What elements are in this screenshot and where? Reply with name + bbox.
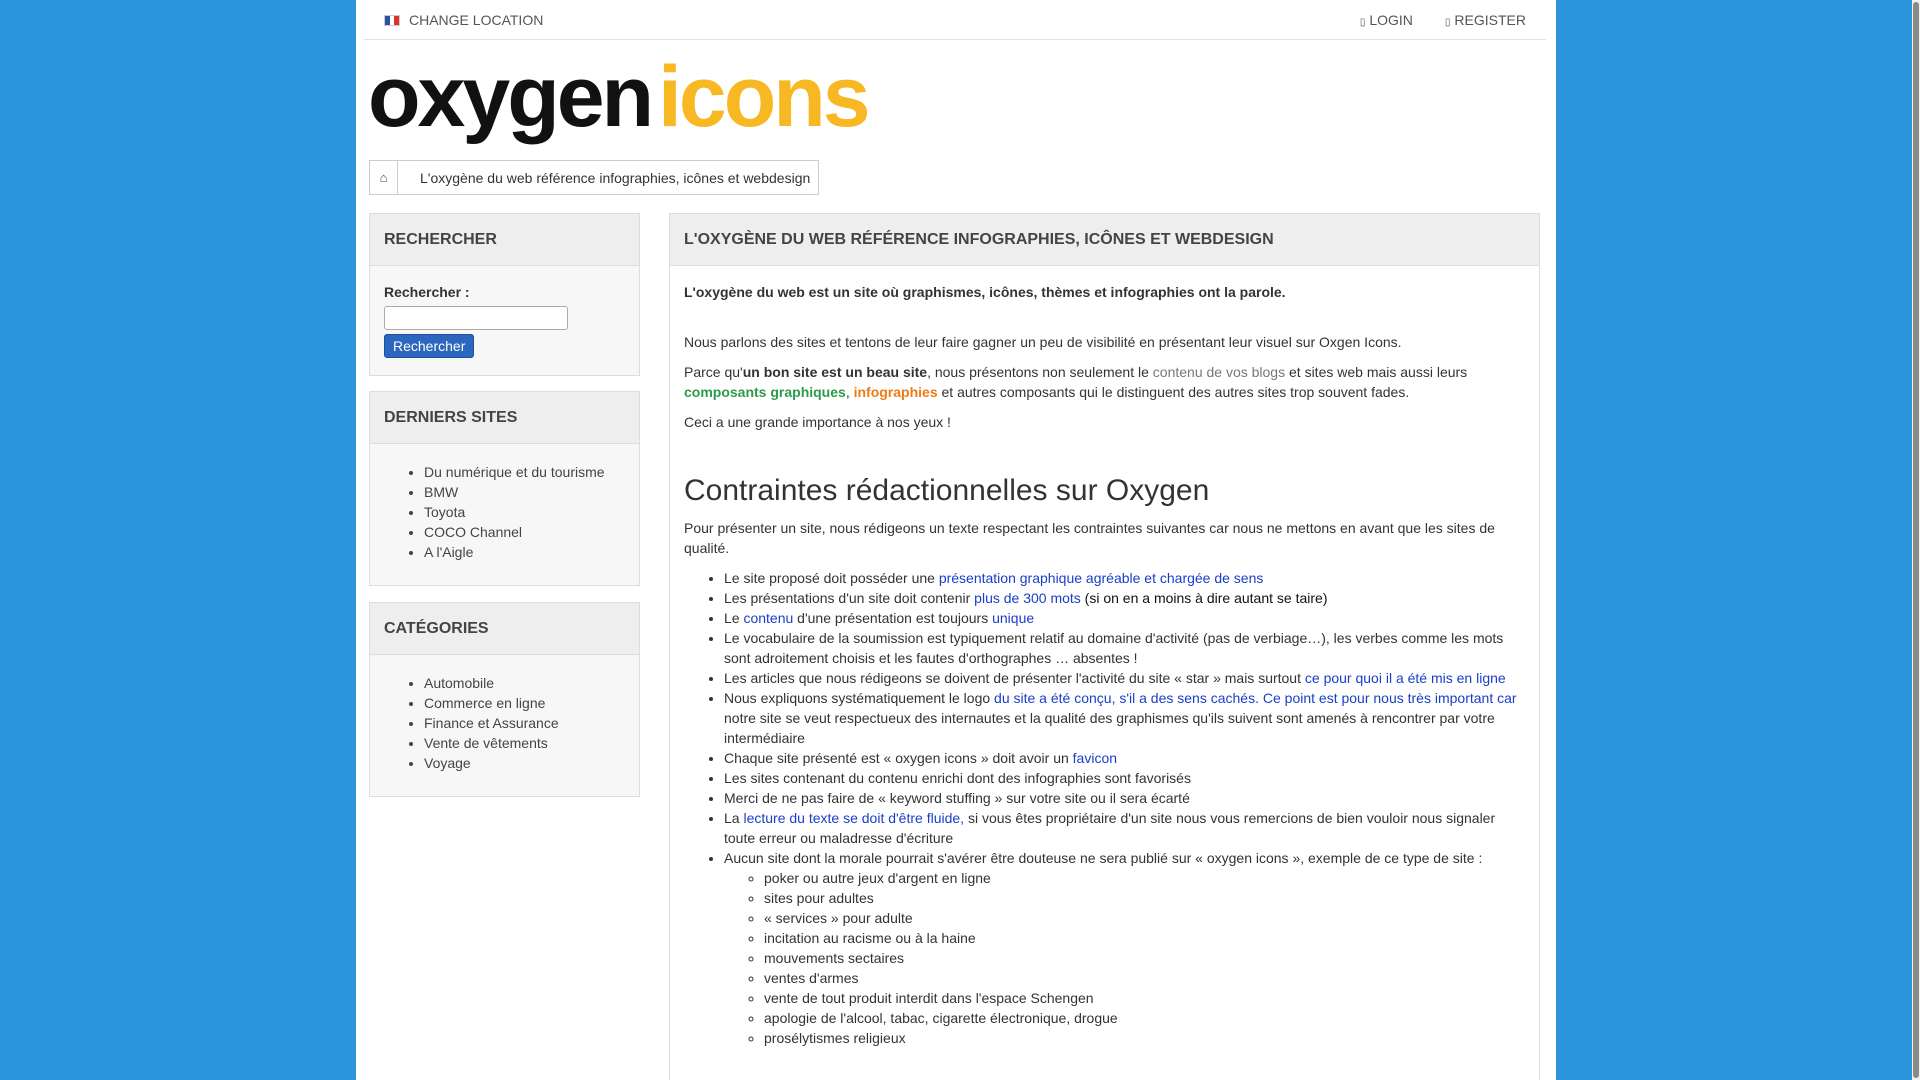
register-icon: ▯ [1444, 17, 1451, 28]
latest-site-item[interactable]: • BMW [424, 482, 625, 502]
search-input[interactable] [384, 306, 568, 330]
p2-bold: un bon site est un beau site [742, 364, 928, 380]
rule-text: Aucun site dont la morale pourrait s'avérer être douteuse ne sera publié sur « oxygen icons », exemple de ce type de site : [724, 850, 1483, 866]
forbidden-site-type: ◦ « services » pour adulte [764, 908, 1525, 928]
forbidden-site-type: ◦ apologie de l'alcool, tabac, cigarette électronique, drogue [764, 1008, 1525, 1028]
rule-link[interactable]: plus de 300 mots [974, 590, 1081, 606]
change-location-link[interactable] [384, 12, 543, 28]
rule-item: • Les sites contenant du contenu enrichi dont des infographies sont favorisés [724, 768, 1525, 788]
infographics-link[interactable]: infographies [853, 384, 938, 400]
main-title: L'OXYGÈNE DU WEB RÉFÉRENCE INFOGRAPHIES, ICÔNES ET WEBDESIGN [670, 214, 1539, 266]
paragraph-3: Ceci a une grande importance à nos yeux ! [684, 414, 951, 430]
rule-item [724, 568, 1525, 588]
latest-sites-panel [369, 391, 640, 586]
page [356, 0, 1556, 1080]
rule-item: • Le vocabulaire de la soumission est typiquement relatif au domaine d'activité (pas de verbiage…), les verbes comme les mots sont adroitement choisis et les fautes d'orthographes … absentes ! [724, 628, 1525, 668]
forbidden-site-type: ◦ poker ou autre jeux d'argent en ligne [764, 868, 1525, 888]
change-location-label: CHANGE LOCATION [409, 12, 544, 28]
search-label: Rechercher : [384, 284, 470, 300]
home-icon[interactable]: ⌂ [370, 161, 398, 194]
p2-text: et autres composants qui le distinguent des autres sites trop souvent fades. [937, 384, 1410, 400]
rule-text: Nous expliquons systématiquement le logo [724, 690, 995, 706]
category-item[interactable]: • Automobile [424, 673, 625, 693]
p2-text: Parce qu' [684, 364, 743, 380]
rule-text: Les articles que nous rédigeons se doivent de présenter l'activité du site « star » mais surtout [724, 670, 1305, 686]
forbidden-site-type: ◦ incitation au racisme ou à la haine [764, 928, 1525, 948]
rule-item [724, 668, 1525, 688]
scrollbar-thumb[interactable] [1913, 2, 1919, 1078]
rule-text: Le site proposé doit posséder une [724, 570, 939, 586]
category-item[interactable]: • Voyage [424, 753, 625, 773]
rule-text: La [724, 810, 744, 826]
latest-site-item[interactable]: • COCO Channel [424, 522, 625, 542]
rule-item [724, 688, 1525, 748]
latest-site-item[interactable]: • Du numérique et du tourisme [424, 462, 625, 482]
breadcrumb [369, 160, 819, 195]
forbidden-site-type: ◦ ventes d'armes [764, 968, 1525, 988]
paragraph-1: Nous parlons des sites et tentons de leur faire gagner un peu de visibilité en présentant leur visuel sur Oxgen Icons. [684, 334, 1402, 350]
rule-item [724, 808, 1525, 848]
forbidden-site-type: ◦ vente de tout produit interdit dans l'espace Schengen [764, 988, 1525, 1008]
login-icon: ▯ [1359, 17, 1366, 28]
rule-text: Le [724, 610, 744, 626]
french-flag-icon [384, 15, 400, 26]
register-label: REGISTER [1454, 12, 1526, 28]
rule-item [724, 748, 1525, 768]
p2-text: et sites web mais aussi leurs [1285, 364, 1468, 380]
rule-link[interactable]: contenu [743, 610, 794, 626]
rules-list [684, 568, 1525, 1048]
graphic-components-link[interactable]: composants graphiques [684, 384, 846, 400]
site-logo[interactable] [368, 46, 868, 146]
forbidden-site-type: ◦ mouvements sectaires [764, 948, 1525, 968]
main-content [669, 213, 1540, 1080]
scrollbar[interactable] [1912, 0, 1920, 1080]
logo-text-oxygen: oxygen [368, 49, 652, 145]
top-bar [364, 0, 1546, 40]
p2-text: , nous présentons non seulement le [927, 364, 1153, 380]
rule-text: Les présentations d'un site doit contenir [724, 590, 975, 606]
rule-item [724, 848, 1525, 1048]
search-panel-title: RECHERCHER [370, 214, 639, 266]
rule-text: notre site se veut respectueux des internautes et la qualité des graphismes qu'ils suivent sont amenés à rencontrer par votre intermédiaire [724, 710, 1495, 746]
register-link[interactable] [1445, 12, 1526, 28]
intro-text: L'oxygène du web est un site où graphismes, icônes, thèmes et infographies ont la parole. [684, 284, 1286, 300]
forbidden-site-type: ◦ sites pour adultes [764, 888, 1525, 908]
categories-panel [369, 602, 640, 797]
rule-item: • Merci de ne pas faire de « keyword stuffing » sur votre site ou il sera écarté [724, 788, 1525, 808]
forbidden-site-type: ◦ prosélytismes religieux [764, 1028, 1525, 1048]
latest-site-item[interactable]: • A l'Aigle [424, 542, 625, 562]
rule-link[interactable]: présentation graphique agréable et chargée de sens [938, 570, 1264, 586]
rule-text: si vous êtes propriétaire d'un site nous vous remercions de bien vouloir nous signaler toute erreur ou maladresse d'écriture [724, 810, 1496, 846]
logo-text-icons: icons [658, 49, 868, 145]
rule-text: d'une présentation est toujours [793, 610, 993, 626]
paragraph-4: Pour présenter un site, nous rédigeons un texte respectant les contraintes suivantes car nous ne mettons en avant que les sites de qualité. [684, 520, 1495, 556]
breadcrumb-current: L'oxygène du web référence infographies, icônes et webdesign [420, 169, 811, 186]
section-heading: Contraintes rédactionnelles sur Oxygen [684, 474, 1210, 507]
rule-item [724, 588, 1525, 608]
latest-site-item[interactable]: • Toyota [424, 502, 625, 522]
latest-sites-title: DERNIERS SITES [370, 392, 639, 444]
search-button[interactable]: Rechercher [384, 334, 474, 358]
p2-text: , [845, 384, 854, 400]
categories-title: CATÉGORIES [370, 603, 639, 655]
search-panel [369, 213, 640, 376]
rule-item [724, 608, 1525, 628]
rule-link[interactable]: ce pour quoi il a été mis en ligne [1304, 670, 1506, 686]
category-item[interactable]: • Finance et Assurance [424, 713, 625, 733]
rule-link[interactable]: favicon [1072, 750, 1118, 766]
paragraph-2 [684, 362, 1525, 402]
rule-text: Chaque site présenté est « oxygen icons » doit avoir un [724, 750, 1073, 766]
rule-link[interactable]: unique [992, 610, 1035, 626]
rule-link[interactable]: lecture du texte se doit d'être fluide, [743, 810, 965, 826]
category-item[interactable]: • Commerce en ligne [424, 693, 625, 713]
login-label: LOGIN [1369, 12, 1413, 28]
blog-content-link[interactable]: contenu de vos blogs [1152, 364, 1286, 380]
rule-link[interactable]: du site a été conçu, s'il a des sens cachés. Ce point est pour nous très important car [994, 690, 1517, 706]
login-link[interactable] [1360, 12, 1413, 28]
category-item[interactable]: • Vente de vêtements [424, 733, 625, 753]
rule-text: (si on en a moins à dire autant se taire) [1080, 590, 1328, 606]
